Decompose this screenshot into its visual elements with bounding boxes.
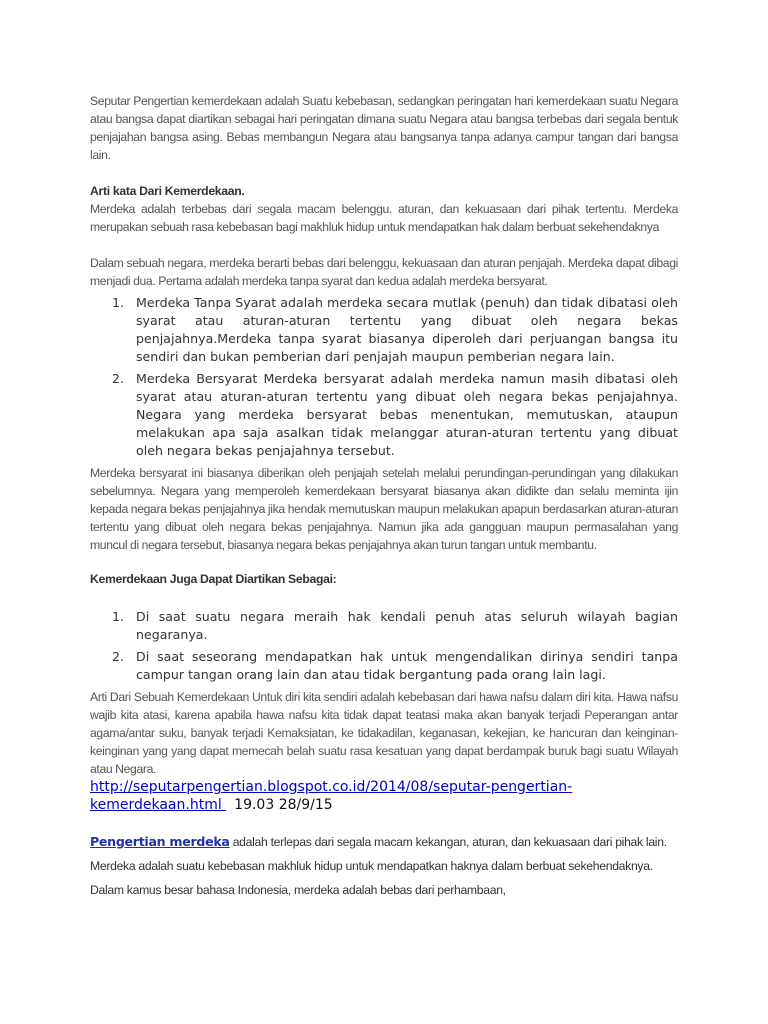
list-arti-kemerdekaan	[90, 608, 678, 684]
list-item-text: Merdeka Tanpa Syarat adalah merdeka secara mutlak (penuh) dan tidak dibatasi oleh syarat atau aturan-aturan tertentu yang dibuat oleh negara bekas penjajahnya.Merdeka tanpa syarat biasanya diperoleh dari perjuangan bangsa itu sendiri dan bukan pemberian dari penjajah maupun pemberian negara lain.	[136, 295, 678, 364]
source-link-line1: http://seputarpengertian.blogspot.co.id/2014/08/seputar-pengertian-	[90, 779, 573, 795]
list-number: 1.	[112, 295, 125, 310]
list-jenis-merdeka	[90, 294, 678, 460]
pengertian-merdeka-link[interactable]: Pengertian merdeka	[90, 834, 230, 849]
document-page	[90, 92, 678, 902]
heading-kemerdekaan-sebagai: Kemerdekaan Juga Dapat Diartikan Sebagai:	[90, 572, 337, 586]
heading-arti-kata: Arti kata Dari Kemerdekaan.	[90, 184, 245, 198]
list-item	[90, 370, 678, 460]
paragraph-pengertian-text: adalah terlepas dari segala macam kekangan, aturan, dan kekuasaan dari pihak lain. Merdeka adalah suatu kebebasan makhluk hidup untuk mendapatkan haknya dalam berbuat sekehendaknya. Dalam kamus besar bahasa Indonesia, merdeka adalah bebas dari perhambaan,	[90, 835, 667, 897]
paragraph-negara-merdeka: Dalam sebuah negara, merdeka berarti bebas dari belenggu, kekuasaan dan aturan penjajah. Merdeka dapat dibagi menjadi dua. Pertama adalah merdeka tanpa syarat dan kedua adalah merdeka bersyarat.	[90, 256, 678, 288]
source-date: 19.03 28/9/15	[234, 797, 333, 813]
paragraph-pengertian-merdeka	[90, 830, 678, 902]
list-item-text: Merdeka Bersyarat Merdeka bersyarat adalah merdeka namun masih dibatasi oleh syarat atau aturan-aturan tertentu yang dibuat oleh negara bekas penjajahnya. Negara yang merdeka bersyarat bebas menentukan, memutuskan, ataupun melakukan apa saja asalkan tidak melanggar aturan-aturan tertentu yang dibuat oleh negara bekas penjajahnya tersebut.	[136, 371, 678, 458]
paragraph-hawa-nafsu: Arti Dari Sebuah Kemerdekaan Untuk diri kita sendiri adalah kebebasan dari hawa nafsu dalam diri kita. Hawa nafsu wajib kita atasi, karena apabila hawa nafsu kita tidak dapat teatasi maka akan banyak terjadi Peperangan antar agama/antar suku, banyak terjadi Kemaksiatan, ke tidakadilan, keganasan, kekejian, ke hancuran dan keinginan-keinginan yang yang dapat memecah belah suatu rasa kesatuan yang dapat berdampak buruk bagi suatu Wilayah atau Negara.	[90, 690, 678, 776]
list-item-text: Di saat suatu negara meraih hak kendali penuh atas seluruh wilayah bagian negaranya.	[136, 609, 678, 642]
list-item-text: Di saat seseorang mendapatkan hak untuk mengendalikan dirinya sendiri tanpa campur tangan orang lain dan atau tidak bergantung pada orang lain lagi.	[136, 649, 678, 682]
paragraph-merdeka-bersyarat: Merdeka bersyarat ini biasanya diberikan oleh penjajah setelah melalui perundingan-perundingan yang dilakukan sebelumnya. Negara yang memperoleh kemerdekaan bersyarat biasanya akan didikte dan selalu meminta ijin kepada negara bekas penjajahnya jika hendak memutuskan maupun melakukan apapun berdasarkan aturan-aturan tertentu yang dibuat oleh negara bekas penjajahnya. Namun jika ada gangguan maupun permasalahan yang muncul di negara tersebut, biasanya negara bekas penjajahnya akan turun tangan untuk membantu.	[90, 466, 678, 552]
list-number: 2.	[112, 371, 125, 386]
source-line	[90, 778, 678, 814]
source-link-line2: kemerdekaan.html	[90, 797, 227, 813]
list-item	[90, 294, 678, 366]
list-number: 1.	[112, 609, 125, 624]
list-item	[90, 648, 678, 684]
list-item	[90, 608, 678, 644]
list-number: 2.	[112, 649, 125, 664]
paragraph-merdeka-definition: Merdeka adalah terbebas dari segala macam belenggu. aturan, dan kekuasaan dari pihak tertentu. Merdeka merupakan sebuah rasa kebebasan bagi makhluk hidup untuk mendapatkan hak dalam berbuat sekehendaknya	[90, 202, 678, 234]
intro-paragraph: Seputar Pengertian kemerdekaan adalah Suatu kebebasan, sedangkan peringatan hari kemerdekaan suatu Negara atau bangsa dapat diartikan sebagai hari peringatan dimana suatu Negara atau bangsa terbebas dari segala bentuk penjajahan bangsa asing. Bebas membangun Negara atau bangsanya tanpa adanya campur tangan dari bangsa lain.	[90, 94, 678, 162]
